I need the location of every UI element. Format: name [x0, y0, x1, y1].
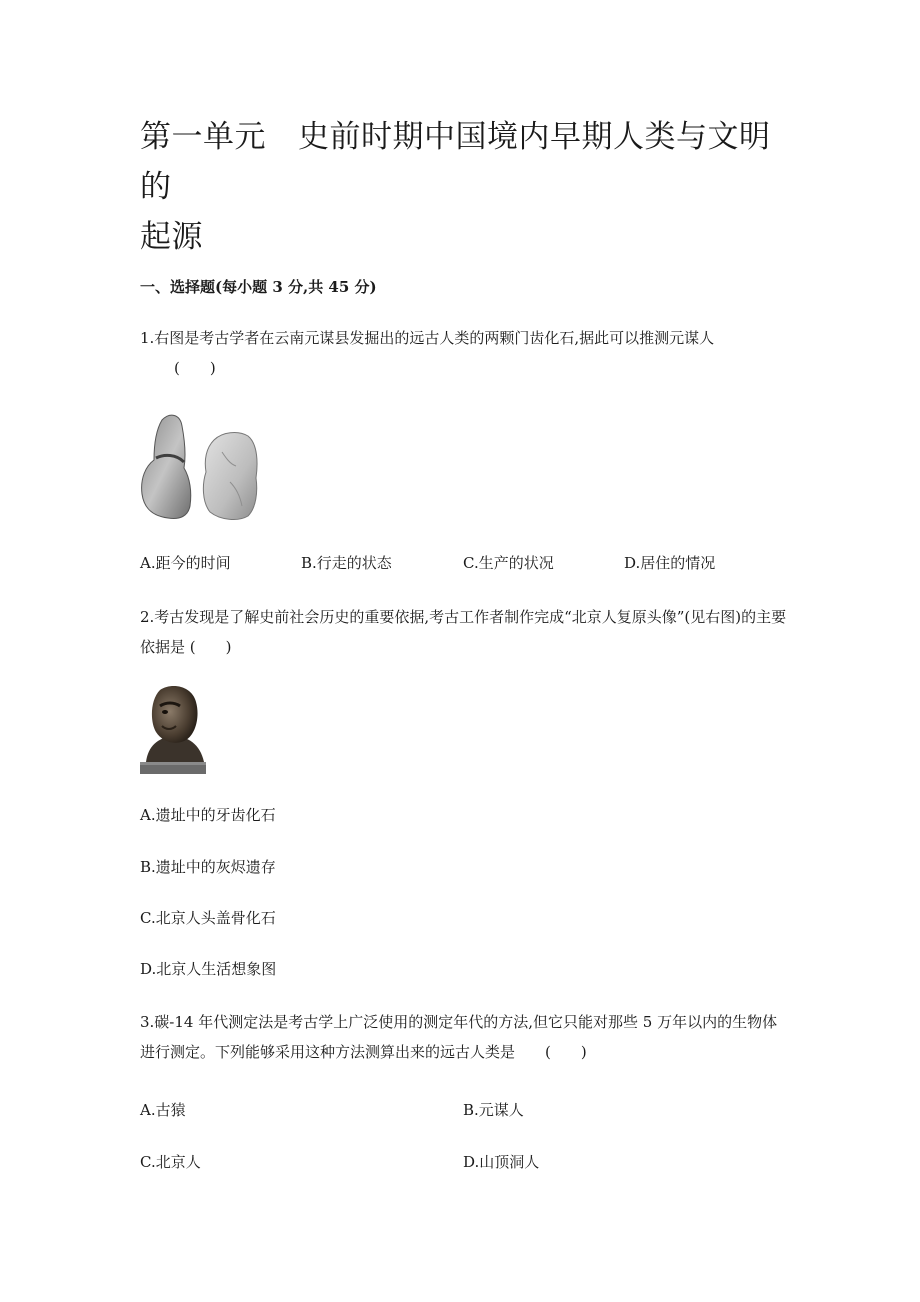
question-3-text: 3.碳-14 年代测定法是考古学上广泛使用的测定年代的方法,但它只能对那些 5 万年以内的生物体进行测定。下列能够采用这种方法测算出来的远古人类是 ( ) — [140, 1013, 778, 1061]
q3-option-b[interactable]: B.元谋人 — [463, 1101, 524, 1119]
q1-option-d[interactable]: D.居住的情况 — [624, 554, 716, 572]
q2-option-a[interactable]: A.遗址中的牙齿化石 — [140, 806, 276, 824]
unit-title: 史前时期中国境内早期人类与文明的 — [140, 119, 771, 205]
q2-option-b[interactable]: B.遗址中的灰烬遗存 — [140, 858, 276, 876]
q3-option-d[interactable]: D.山顶洞人 — [463, 1153, 540, 1171]
q2-option-c[interactable]: C.北京人头盖骨化石 — [140, 909, 276, 927]
two-incisor-tooth-fossils-image — [140, 412, 265, 522]
peking-man-bust-image — [138, 684, 210, 776]
q2-option-d[interactable]: D.北京人生活想象图 — [140, 960, 277, 978]
q1-option-a[interactable]: A.距今的时间 — [140, 554, 231, 572]
unit-title-continued: 起源 — [140, 219, 203, 255]
section-heading: 一、选择题(每小题 3 分,共 45 分) — [140, 278, 377, 296]
q3-option-c[interactable]: C.北京人 — [140, 1153, 201, 1171]
q1-option-b[interactable]: B.行走的状态 — [301, 554, 392, 572]
unit-label: 第一单元 — [140, 119, 266, 155]
question-2-text: 2.考古发现是了解史前社会历史的重要依据,考古工作者制作完成“北京人复原头像”(见右图)的主要依据是 ( ) — [140, 608, 787, 656]
question-1-text: 1.右图是考古学者在云南元谋县发掘出的远古人类的两颗门齿化石,据此可以推测元谋人 ( ) — [140, 329, 715, 377]
q1-option-c[interactable]: C.生产的状况 — [463, 554, 554, 572]
answer-paren: ( ) — [174, 359, 216, 377]
page-title — [140, 112, 780, 262]
q3-option-a[interactable]: A.古猿 — [140, 1101, 186, 1119]
